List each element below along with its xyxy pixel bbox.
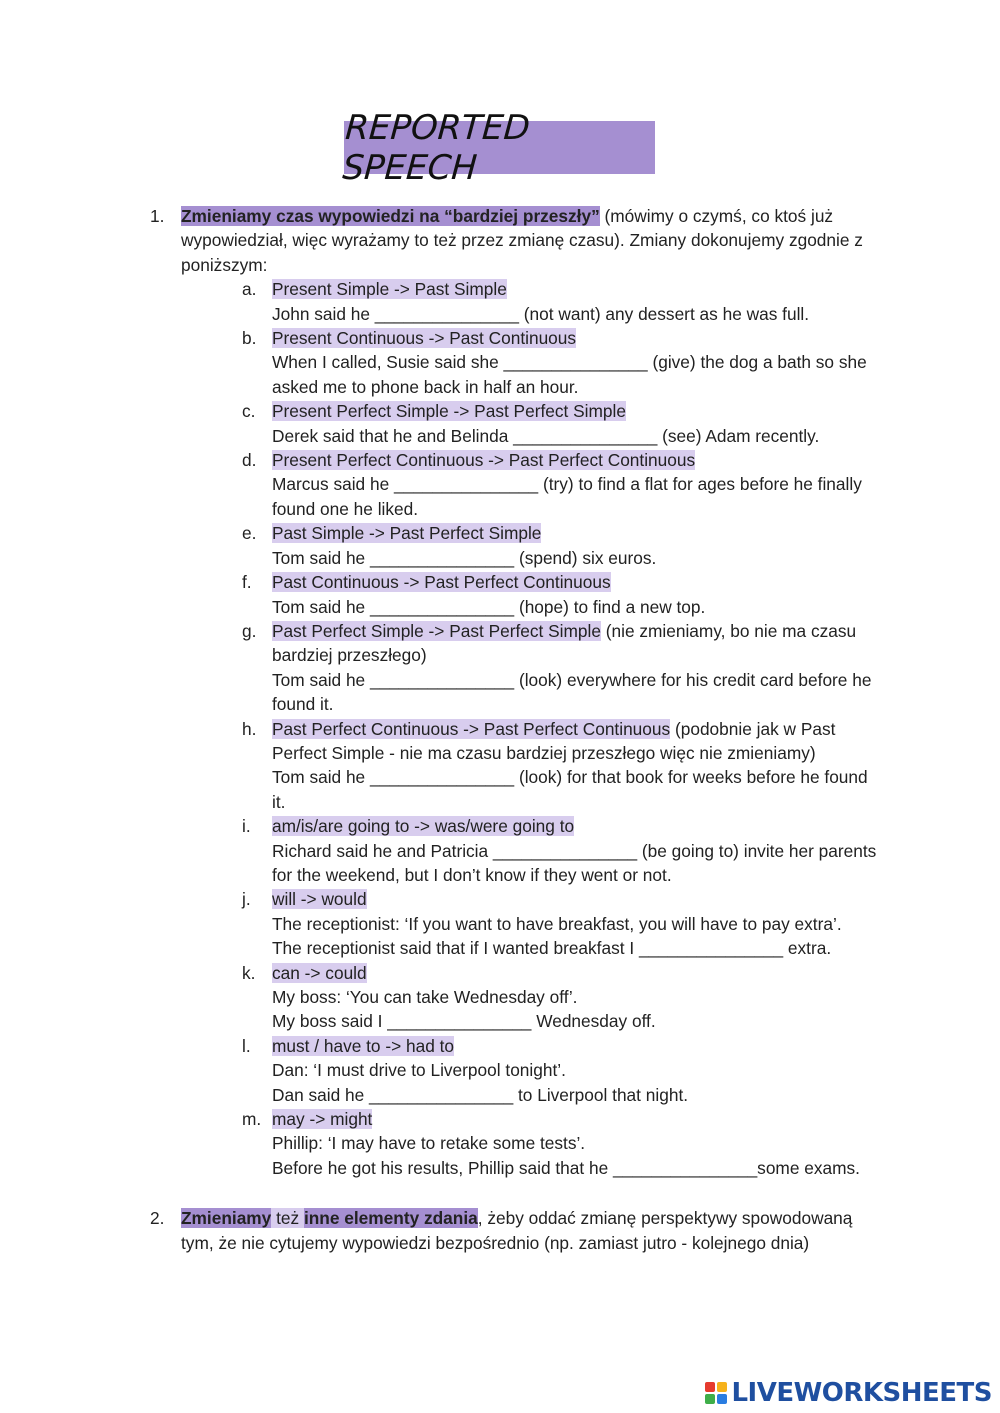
example-sentence: Derek said that he and Belinda _______________ (see) Adam recently. [272, 425, 820, 446]
rule-letter: l. [242, 1035, 251, 1056]
rule-tense-change: Present Perfect Simple -> Past Perfect Simple [272, 401, 626, 422]
rule-letter: c. [242, 401, 256, 422]
example-sentence: My boss: ‘You can take Wednesday off’. [272, 987, 578, 1007]
section-heading-part: inne elementy zdania [303, 1208, 478, 1229]
section-heading-part: też [271, 1208, 304, 1229]
section-text: (mówimy o czymś, co ktoś już wypowiedział, więc wyrażamy to też przez zmianę czasu). Zmiany dokonujemy zgodnie z poniższym: [181, 206, 863, 275]
rule-note: (nie zmieniamy, bo nie ma czasu bardziej przeszłego) [272, 620, 857, 666]
example-sentence: John said he _______________ (not want) any dessert as he was full. [272, 303, 810, 324]
rule-tense-change: will -> would [272, 889, 367, 910]
logo-square [705, 1394, 715, 1404]
rule-tense-change: Present Perfect Continuous -> Past Perfect Continuous [272, 450, 696, 471]
example-sentence: Tom said he _______________ (look) for that book for weeks before he found it. [272, 767, 868, 812]
rule-tense-change: Past Perfect Simple -> Past Perfect Simple [272, 620, 601, 641]
section-heading: Zmieniamy czas wypowiedzi na “bardziej przeszły” [181, 206, 600, 226]
section-heading-part: Zmieniamy [181, 1208, 272, 1229]
rule-tense-change: can -> could [272, 962, 367, 983]
rule-item [242, 277, 885, 326]
rule-item [242, 717, 885, 815]
rule-letter: i. [242, 816, 251, 837]
example-sentence: Tom said he _______________ (hope) to find a new top. [272, 596, 706, 617]
logo-square [705, 1382, 715, 1392]
section-number: 2. [150, 1208, 165, 1229]
rule-item [242, 326, 885, 399]
example-sentence: When I called, Susie said she _______________ (give) the dog a bath so she asked me to phone back in half an hour. [272, 352, 867, 397]
rule-tense-change: may -> might [272, 1109, 373, 1130]
example-sentence: Tom said he _______________ (look) everywhere for his credit card before he found it. [272, 669, 872, 715]
rule-item [242, 961, 885, 1034]
rule-letter: m. [242, 1109, 262, 1130]
rule-tense-change: must / have to -> had to [272, 1035, 455, 1056]
rule-item [242, 814, 885, 887]
rule-letter: j. [242, 889, 251, 910]
rule-letter: g. [242, 620, 257, 641]
example-sentence: The receptionist said that if I wanted breakfast I _______________ extra. [272, 938, 832, 959]
example-sentence: Dan: ‘I must drive to Liverpool tonight’. [272, 1060, 566, 1081]
example-sentence: Phillip: ‘I may have to retake some tests’. [272, 1133, 586, 1154]
rule-item [242, 448, 885, 521]
rule-item [242, 619, 885, 717]
rule-tense-change: Past Simple -> Past Perfect Simple [272, 523, 542, 544]
example-sentence: Richard said he and Patricia _______________ (be going to) invite her parents for the weekend, but I don’t know if they went or not. [272, 840, 877, 885]
example-sentence: The receptionist: ‘If you want to have breakfast, you will have to pay extra’. [272, 913, 842, 934]
rule-letter: d. [242, 450, 257, 471]
rule-letter: f. [242, 572, 252, 593]
rule-tense-change: Present Continuous -> Past Continuous [272, 328, 577, 349]
rule-item [242, 521, 885, 570]
section-text: , żeby oddać zmianę perspektywy spowodowaną tym, że nie cytujemy wypowiedzi bezpośrednio (np. zamiast jutro - kolejnego dnia) [181, 1208, 853, 1253]
logo-text: LIVEWORKSHEETS [731, 1378, 992, 1408]
rule-letter: k. [242, 962, 256, 983]
rule-item [242, 1034, 885, 1107]
rule-note: (podobnie jak w Past Perfect Simple - nie ma czasu bardziej przeszłego więc nie zmieniamy) [272, 718, 836, 763]
rule-item [242, 887, 885, 960]
rule-tense-change: am/is/are going to -> was/were going to [272, 816, 575, 837]
rule-tense-change: Past Continuous -> Past Perfect Continuous [272, 572, 611, 593]
worksheet-title: REPORTED SPEECH [341, 107, 532, 188]
example-sentence: Marcus said he _______________ (try) to find a flat for ages before he finally found one he liked. [272, 474, 862, 519]
logo-square [717, 1394, 727, 1404]
rule-item [242, 1107, 885, 1180]
liveworksheets-logo [705, 1378, 992, 1408]
rule-letter: e. [242, 523, 257, 544]
worksheet-title-banner [341, 107, 655, 188]
rule-tense-change: Present Simple -> Past Simple [272, 279, 507, 300]
section-2 [150, 1206, 885, 1255]
section-number: 1. [150, 206, 165, 226]
rule-letter: b. [242, 328, 257, 349]
worksheet-content [150, 204, 885, 1255]
rule-letter: a. [242, 279, 257, 300]
example-sentence: Dan said he _______________ to Liverpool that night. [272, 1084, 689, 1105]
example-sentence: My boss said I _______________ Wednesday off. [272, 1011, 656, 1032]
rule-letter: h. [242, 718, 257, 739]
logo-icon [705, 1382, 727, 1404]
rule-list [181, 277, 885, 1180]
example-sentence: Tom said he _______________ (spend) six euros. [272, 547, 657, 568]
rule-tense-change: Past Perfect Continuous -> Past Perfect Continuous [272, 718, 671, 739]
rule-item [242, 399, 885, 448]
example-sentence: Before he got his results, Phillip said that he _______________some exams. [272, 1157, 860, 1178]
section-1 [150, 204, 885, 1180]
rule-item [242, 570, 885, 619]
logo-square [717, 1382, 727, 1392]
